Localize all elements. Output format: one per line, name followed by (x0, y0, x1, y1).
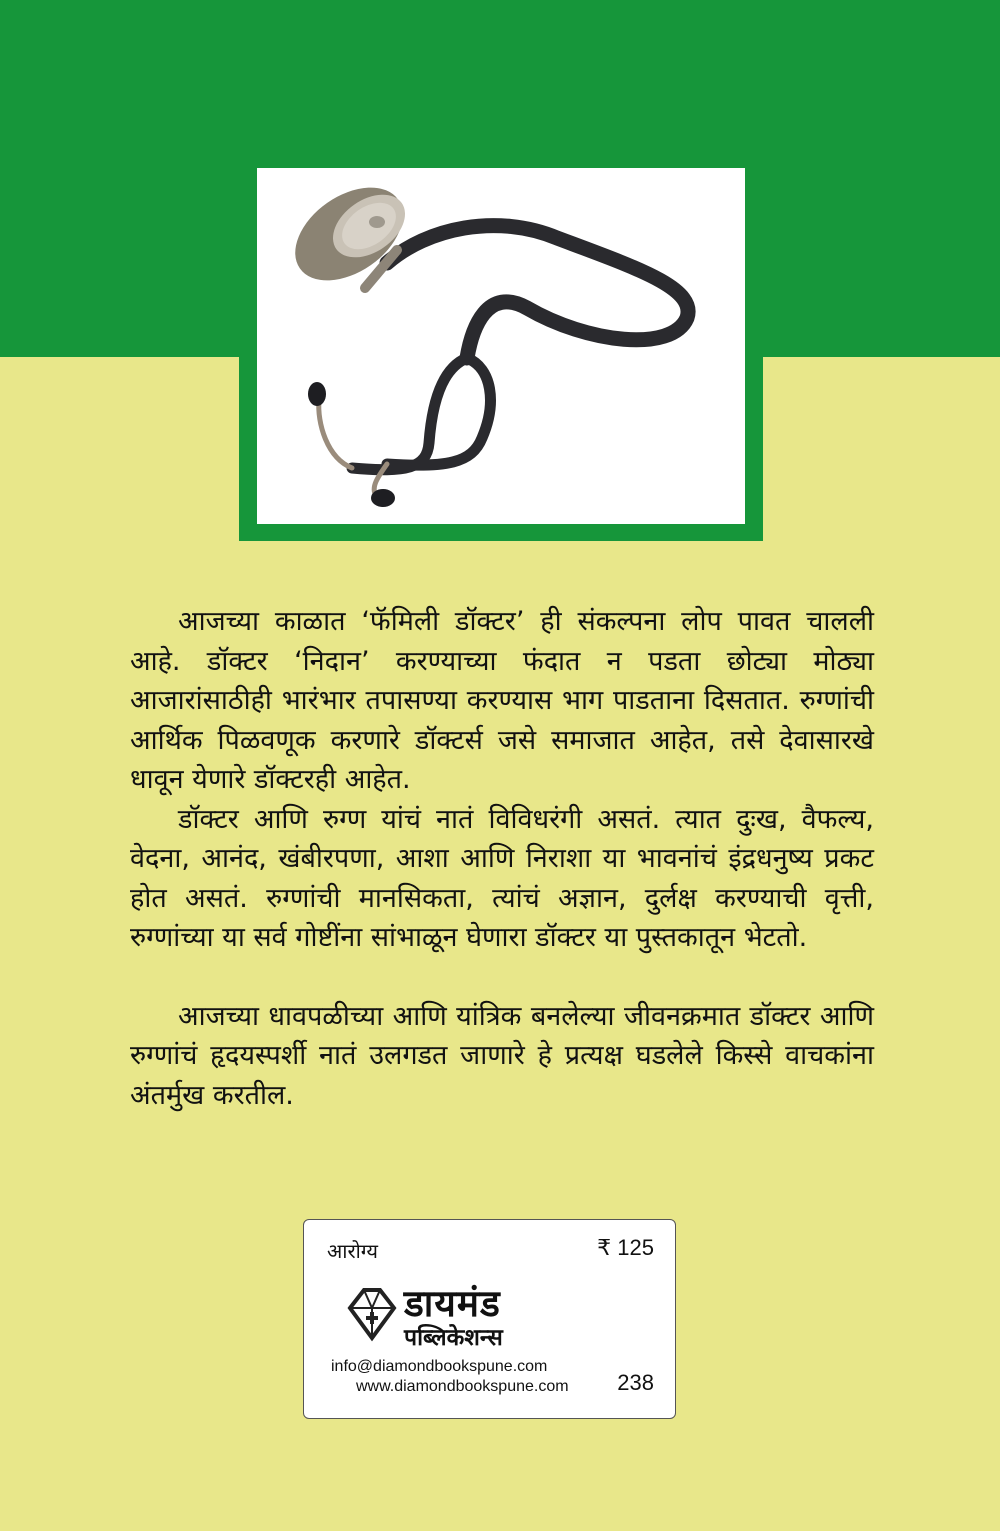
price-label: ₹ 125 (597, 1235, 654, 1260)
publisher-email: info@diamondbookspune.com (331, 1358, 548, 1375)
blurb-paragraph-1: आजच्या काळात ‘फॅमिली डॉक्टर’ ही संकल्पना लोप पावत चालली आहे. डॉक्टर ‘निदान’ करण्याच्या फंदात न पडता छोट्या मोठ्या आजारांसाठीही भारंभार तपासण्या करण्यास भाग पाडताना दिसतात. रुग्णांची आर्थिक पिळवणूक करणारे डॉक्टर्स जसे समाजात आहेत, तसे देवासारखे धावून येणारे डॉक्टरही आहेत. (130, 606, 874, 795)
diamond-logo-icon (346, 1286, 398, 1347)
publisher-website: www.diamondbookspune.com (356, 1378, 569, 1395)
price-card (303, 1219, 676, 1419)
back-cover-blurb (130, 602, 874, 1115)
stethoscope-image (257, 168, 745, 524)
publisher-subtitle: पब्लिकेशन्स (404, 1325, 503, 1351)
publisher-name: डायमंड (404, 1282, 501, 1325)
blurb-paragraph-2: डॉक्टर आणि रुग्ण यांचं नातं विविधरंगी असतं. त्यात दुःख, वैफल्य, वेदना, आनंद, खंबीरपणा, आशा आणि निराशा या भावनांचं इंद्रधनुष्य प्रकट होत असतं. रुग्णांची मानसिकता, त्यांचं अज्ञान, दुर्लक्ष करण्याची वृत्ती, रुग्णांच्या या सर्व गोष्टींना सांभाळून घेणारा डॉक्टर या पुस्तकातून भेटतो. (130, 803, 874, 953)
photo-frame (239, 150, 763, 541)
blurb-paragraph-3: आजच्या धावपळीच्या आणि यांत्रिक बनलेल्या जीवनक्रमात डॉक्टर आणि रुग्णांचं हृदयस्पर्शी नातं उलगडत जाणारे हे प्रत्यक्ष घडलेले किस्से वाचकांना अंतर्मुख करतील. (130, 1000, 874, 1111)
book-code: 238 (617, 1370, 654, 1395)
category-label: आरोग्य (327, 1239, 379, 1263)
stethoscope-icon (257, 168, 745, 524)
